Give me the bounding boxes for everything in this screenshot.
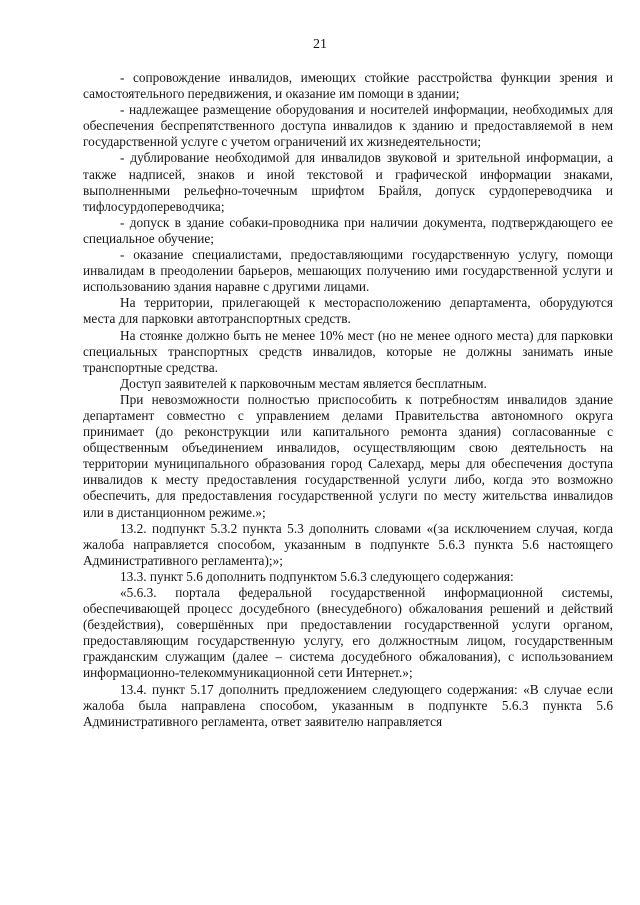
paragraph-bullet-braille: - дублирование необходимой для инвалидов звуковой и зрительной информации, а также надписей, знаков и иной текстовой и графической информации знаками, выполненными рельефно-точечным шрифтом Брайля, допуск сурдопереводчика и тифлосурдопереводчика; — [83, 150, 613, 214]
paragraph-bullet-equipment: - надлежащее размещение оборудования и носителей информации, необходимых для обеспечения беспрепятственного доступа инвалидов к зданию и предоставляемой в нем государственной услуге с учетом ограничений их жизнедеятельности; — [83, 102, 613, 150]
paragraph-amendment-13-2: 13.2. подпункт 5.3.2 пункта 5.3 дополнить словами «(за исключением случая, когда жалоба направляется способом, указанным в подпункте 5.6.3 пункта 5.6 настоящего Административного регламента);»; — [83, 520, 613, 568]
paragraph-bullet-assistance: - оказание специалистами, предоставляющими государственную услугу, помощи инвалидам в преодолении барьеров, мешающих получению ими государственной услуги и использованию здания наравне с другими лицами. — [83, 247, 613, 295]
paragraph-bullet-guide-dog: - допуск в здание собаки-проводника при наличии документа, подтверждающего ее специальное обучение; — [83, 214, 613, 246]
document-body — [83, 70, 613, 730]
paragraph-accessibility-measures: При невозможности полностью приспособить к потребностям инвалидов здание департамент совместно с управлением делами Правительства автономного округа принимает (до реконструкции или капитального ремонта здания) согласованные с общественным объединением инвалидов, осуществляющим свою деятельность на территории муниципального образования город Салехард, меры для обеспечения доступа инвалидов к месту предоставления государственной услуги либо, когда это возможно обеспечить, для предоставления государственной услуги по месту жительства инвалидов или в дистанционном режиме.»; — [83, 391, 613, 520]
paragraph-subclause-5-6-3: «5.6.3. портала федеральной государственной информационной системы, обеспечивающей процесс досудебного (внесудебного) обжалования решений и действий (бездействия), совершённых при предоставлении государственной услуги органом, предоставляющим государственную услугу, его должностным лицом, государственным гражданским служащим (далее – система досудебного обжалования), с использованием информационно-телекоммуникационной сети Интернет.»; — [83, 585, 613, 681]
paragraph-parking-quota: На стоянке должно быть не менее 10% мест (но не менее одного места) для парковки специальных транспортных средств инвалидов, которые не должны занимать иные транспортные средства. — [83, 327, 613, 375]
page-number: 21 — [313, 37, 327, 52]
paragraph-parking-territory: На территории, прилегающей к месторасположению департамента, оборудуются места для парковки автотранспортных средств. — [83, 295, 613, 327]
paragraph-amendment-13-4: 13.4. пункт 5.17 дополнить предложением следующего содержания: «В случае если жалоба была направлена способом, указанным в подпункте 5.6.3 пункта 5.6 Административного регламента, ответ заявителю направляется — [83, 681, 613, 729]
paragraph-parking-free: Доступ заявителей к парковочным местам является бесплатным. — [120, 375, 487, 391]
paragraph-amendment-13-3: 13.3. пункт 5.6 дополнить подпунктом 5.6.3 следующего содержания: — [120, 568, 514, 584]
paragraph-bullet-escort: - сопровождение инвалидов, имеющих стойкие расстройства функции зрения и самостоятельного передвижения, и оказание им помощи в здании; — [83, 70, 613, 102]
